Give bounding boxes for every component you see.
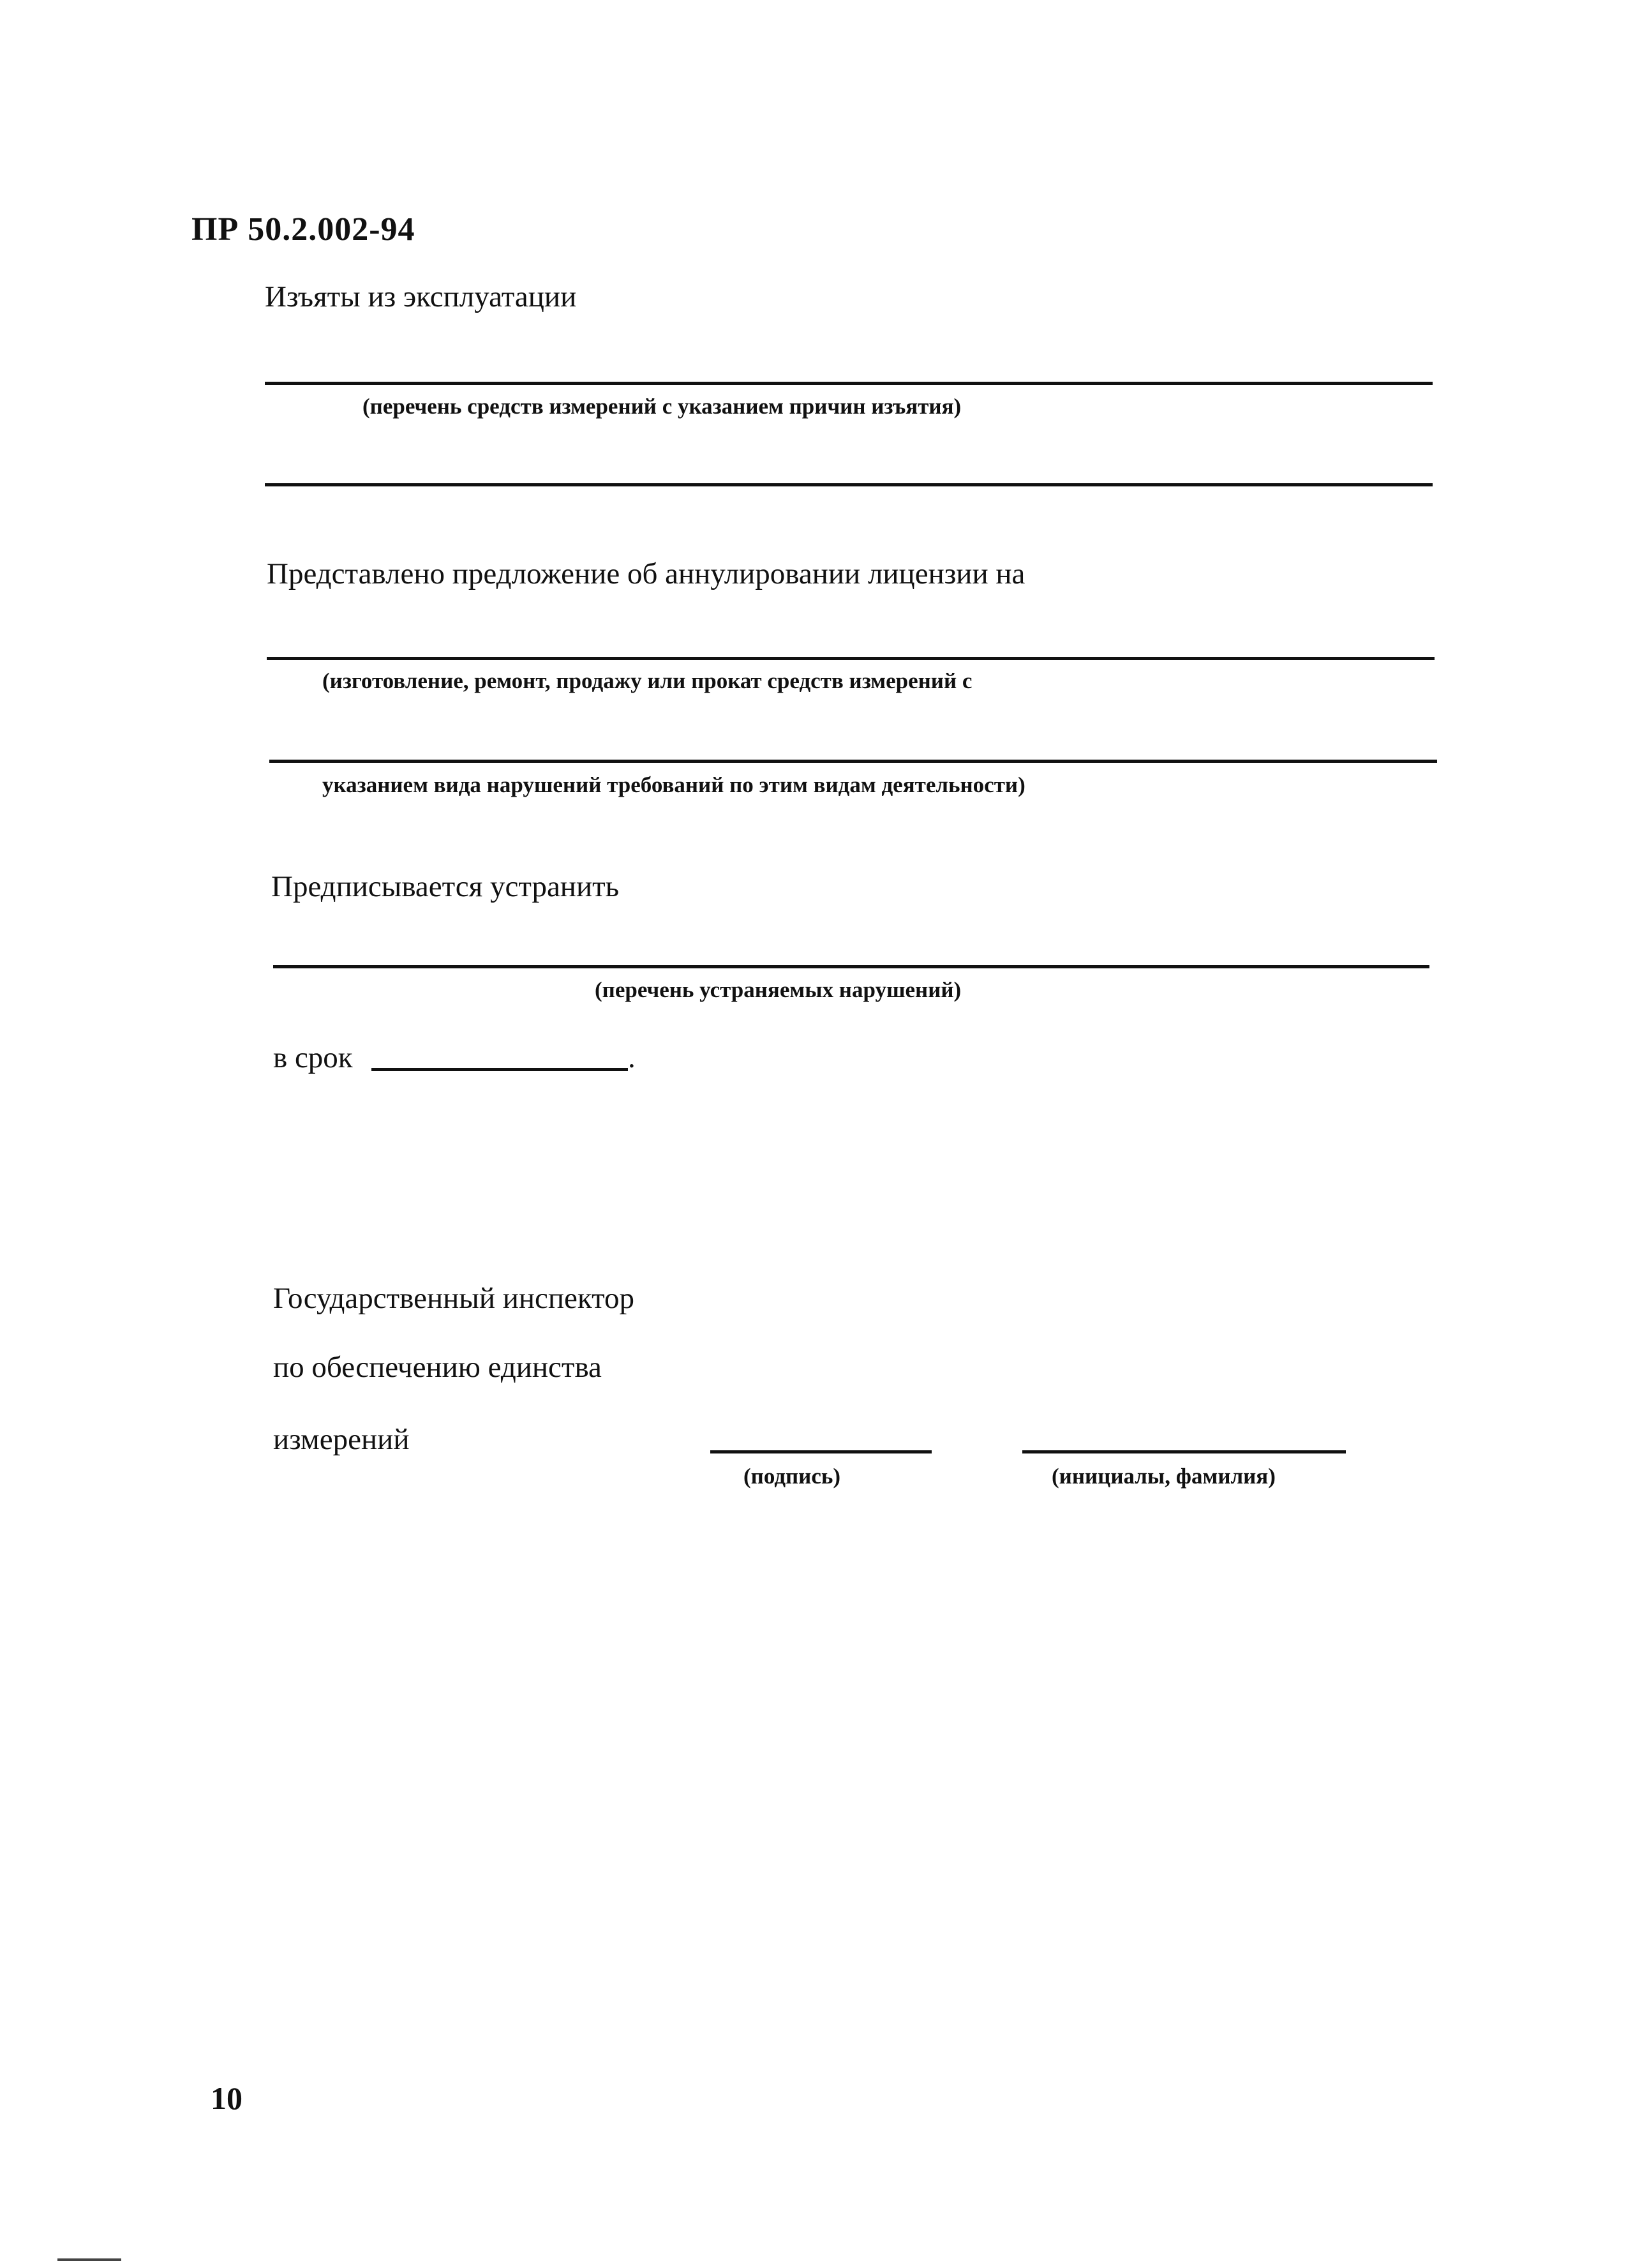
- license-caption-2: указанием вида нарушений требований по этим видам деятельности): [322, 772, 1025, 797]
- name-caption: (инициалы, фамилия): [1052, 1464, 1276, 1489]
- inspector-title-line-3: измерений: [273, 1423, 410, 1456]
- inspector-title-line-2: по обеспечению единства: [273, 1351, 602, 1384]
- license-fill-line-1: [267, 657, 1435, 660]
- inspector-title-line-1: Государственный инспектор: [273, 1282, 635, 1315]
- remedy-caption: (перечень устраняемых нарушений): [595, 977, 962, 1002]
- withdrawn-caption: (перечень средств измерений с указанием причин изъятия): [362, 394, 962, 419]
- deadline-period: .: [628, 1041, 636, 1074]
- document-code: ПР 50.2.002-94: [191, 211, 415, 248]
- withdrawn-title: Изъяты из эксплуатации: [265, 280, 577, 313]
- scan-edge-mark: [57, 2258, 121, 2261]
- remedy-title: Предписывается устранить: [271, 870, 620, 903]
- deadline-label: в срок: [273, 1041, 353, 1074]
- license-title: Представлено предложение об аннулировании лицензии на: [267, 557, 1025, 590]
- name-fill-line: [1022, 1450, 1346, 1453]
- remedy-fill-line: [273, 965, 1429, 968]
- withdrawn-fill-line-1: [265, 382, 1433, 385]
- license-fill-line-2: [269, 760, 1437, 763]
- signature-fill-line: [710, 1450, 932, 1453]
- page-number: 10: [211, 2080, 242, 2116]
- license-caption-1: (изготовление, ремонт, продажу или прокат средств измерений с: [322, 668, 973, 693]
- withdrawn-fill-line-2: [265, 483, 1433, 486]
- signature-caption: (подпись): [743, 1464, 841, 1489]
- deadline-fill-line: [371, 1068, 628, 1071]
